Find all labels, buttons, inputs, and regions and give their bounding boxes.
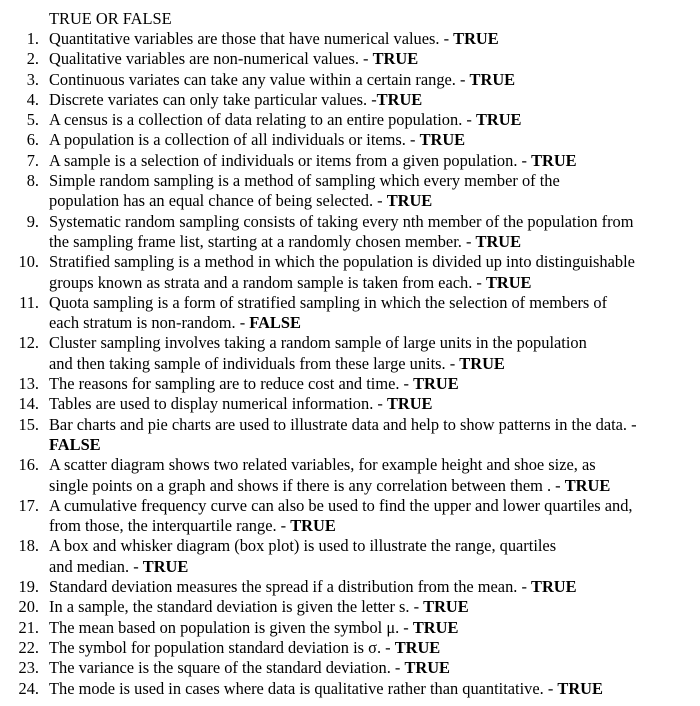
question-item <box>0 415 690 456</box>
answer-label: TRUE <box>376 89 423 109</box>
question-item <box>0 49 690 69</box>
question-item <box>0 374 690 394</box>
answer-label: FALSE <box>249 313 301 333</box>
question-item <box>0 394 690 414</box>
question-item <box>0 496 690 537</box>
question-number: 19. <box>18 577 39 597</box>
question-item <box>0 252 690 293</box>
question-number: 4. <box>26 89 39 109</box>
answer-label: TRUE <box>469 69 516 89</box>
question-number: 5. <box>26 110 39 130</box>
question-text: and then taking sample of individuals from these large units. - <box>49 353 460 373</box>
answer-label: TRUE <box>423 597 469 617</box>
question-item <box>0 70 690 90</box>
question-item <box>0 679 690 699</box>
question-number: 1. <box>26 29 39 48</box>
question-text: population has an equal chance of being selected. - <box>49 191 387 211</box>
question-number: 16. <box>18 455 39 475</box>
question-number: 3. <box>26 69 39 89</box>
question-text: Quota sampling is a form of stratified sampling in which the selection of members of <box>49 292 608 312</box>
answer-label: TRUE <box>290 516 336 536</box>
question-text: Qualitative variables are non-numerical values. - <box>49 49 373 69</box>
answer-label: TRUE <box>412 617 459 637</box>
question-item <box>0 333 690 374</box>
question-number: 12. <box>18 333 39 353</box>
question-number: 9. <box>26 211 39 231</box>
question-text: In a sample, the standard deviation is given the letter s. - <box>49 597 424 617</box>
question-item <box>0 151 690 171</box>
answer-label: TRUE <box>419 130 466 150</box>
question-item <box>0 658 690 678</box>
question-text: Cluster sampling involves taking a random sample of large units in the population <box>49 333 587 353</box>
question-text: the sampling frame list, starting at a randomly chosen member. - <box>49 231 476 251</box>
question-text: A cumulative frequency curve can also be used to find the upper and lower quartiles and, <box>49 495 633 515</box>
answer-label: TRUE <box>386 191 433 211</box>
question-text: and median. - <box>49 556 143 576</box>
question-text: Quantitative variables are those that have numerical values. - <box>49 29 454 48</box>
question-text: each stratum is non-random. - <box>49 313 250 333</box>
question-number: 18. <box>18 536 39 556</box>
question-number: 8. <box>26 171 39 191</box>
answer-label: TRUE <box>564 475 611 495</box>
question-text: The variance is the square of the standard deviation. - <box>49 658 405 678</box>
question-number: 15. <box>18 414 39 434</box>
answer-label: TRUE <box>386 394 433 414</box>
answer-label: TRUE <box>485 272 532 292</box>
question-item <box>0 130 690 150</box>
question-text: groups known as strata and a random sample is taken from each. - <box>49 272 486 292</box>
question-text: A census is a collection of data relating to an entire population. - <box>49 110 476 130</box>
page-title: TRUE OR FALSE <box>49 9 172 28</box>
answer-label: TRUE <box>531 150 577 170</box>
question-number: 6. <box>26 130 39 150</box>
question-text: The reasons for sampling are to reduce cost and time. - <box>49 374 414 394</box>
question-text: The mode is used in cases where data is qualitative rather than quantitative. - <box>49 678 558 698</box>
question-number: 13. <box>18 374 39 394</box>
question-item <box>0 455 690 496</box>
question-text: Continuous variates can take any value within a certain range. - <box>49 69 470 89</box>
question-number: 22. <box>18 637 39 657</box>
question-number: 21. <box>18 617 39 637</box>
question-number: 10. <box>18 252 39 272</box>
question-text: Stratified sampling is a method in which the population is divided up into distinguishable <box>49 252 635 272</box>
question-item <box>0 597 690 617</box>
question-text: A population is a collection of all individuals or items. - <box>49 130 420 150</box>
question-number: 7. <box>26 150 39 170</box>
question-item <box>0 618 690 638</box>
question-text: Simple random sampling is a method of sampling which every member of the <box>49 171 560 191</box>
answer-label: TRUE <box>404 658 450 678</box>
question-text: A box and whisker diagram (box plot) is used to illustrate the range, quartiles <box>49 536 557 556</box>
question-text: Tables are used to display numerical information. - <box>49 394 387 414</box>
answer-label: TRUE <box>475 110 522 130</box>
question-number: 11. <box>19 292 39 312</box>
answer-label: FALSE <box>49 434 101 454</box>
question-text: A scatter diagram shows two related variables, for example height and shoe size, as <box>49 455 596 475</box>
question-item <box>0 90 690 110</box>
question-text: A sample is a selection of individuals or items from a given population. - <box>49 150 532 170</box>
question-text: from those, the interquartile range. - <box>49 516 291 536</box>
question-text: Discrete variates can only take particular values. - <box>49 89 377 109</box>
answer-label: TRUE <box>372 49 419 69</box>
question-list <box>0 29 690 699</box>
question-item <box>0 577 690 597</box>
answer-label: TRUE <box>394 637 441 657</box>
question-item <box>0 171 690 212</box>
question-item <box>0 638 690 658</box>
question-number: 2. <box>26 49 39 69</box>
answer-label: TRUE <box>475 231 522 251</box>
question-text: The symbol for population standard deviation is σ. - <box>49 637 395 657</box>
question-item <box>0 293 690 334</box>
question-text: Standard deviation measures the spread if a distribution from the mean. - <box>49 577 532 597</box>
question-number: 20. <box>18 597 39 617</box>
question-number: 24. <box>18 678 39 698</box>
answer-label: TRUE <box>453 29 499 48</box>
question-item <box>0 212 690 253</box>
answer-label: TRUE <box>459 353 505 373</box>
question-number: 17. <box>18 495 39 515</box>
answer-label: TRUE <box>413 374 459 394</box>
answer-label: TRUE <box>557 678 603 698</box>
question-text: single points on a graph and shows if there is any correlation between them . - <box>49 475 565 495</box>
answer-label: TRUE <box>531 577 577 597</box>
question-number: 23. <box>18 658 39 678</box>
question-text: Bar charts and pie charts are used to illustrate data and help to show patterns in the data. - <box>49 414 637 434</box>
question-item <box>0 536 690 577</box>
question-item <box>0 110 690 130</box>
question-item <box>0 29 690 49</box>
answer-label: TRUE <box>142 556 189 576</box>
question-number: 14. <box>18 394 39 414</box>
question-text: The mean based on population is given the symbol μ. - <box>49 617 413 637</box>
question-text: Systematic random sampling consists of taking every nth member of the population from <box>49 211 634 231</box>
